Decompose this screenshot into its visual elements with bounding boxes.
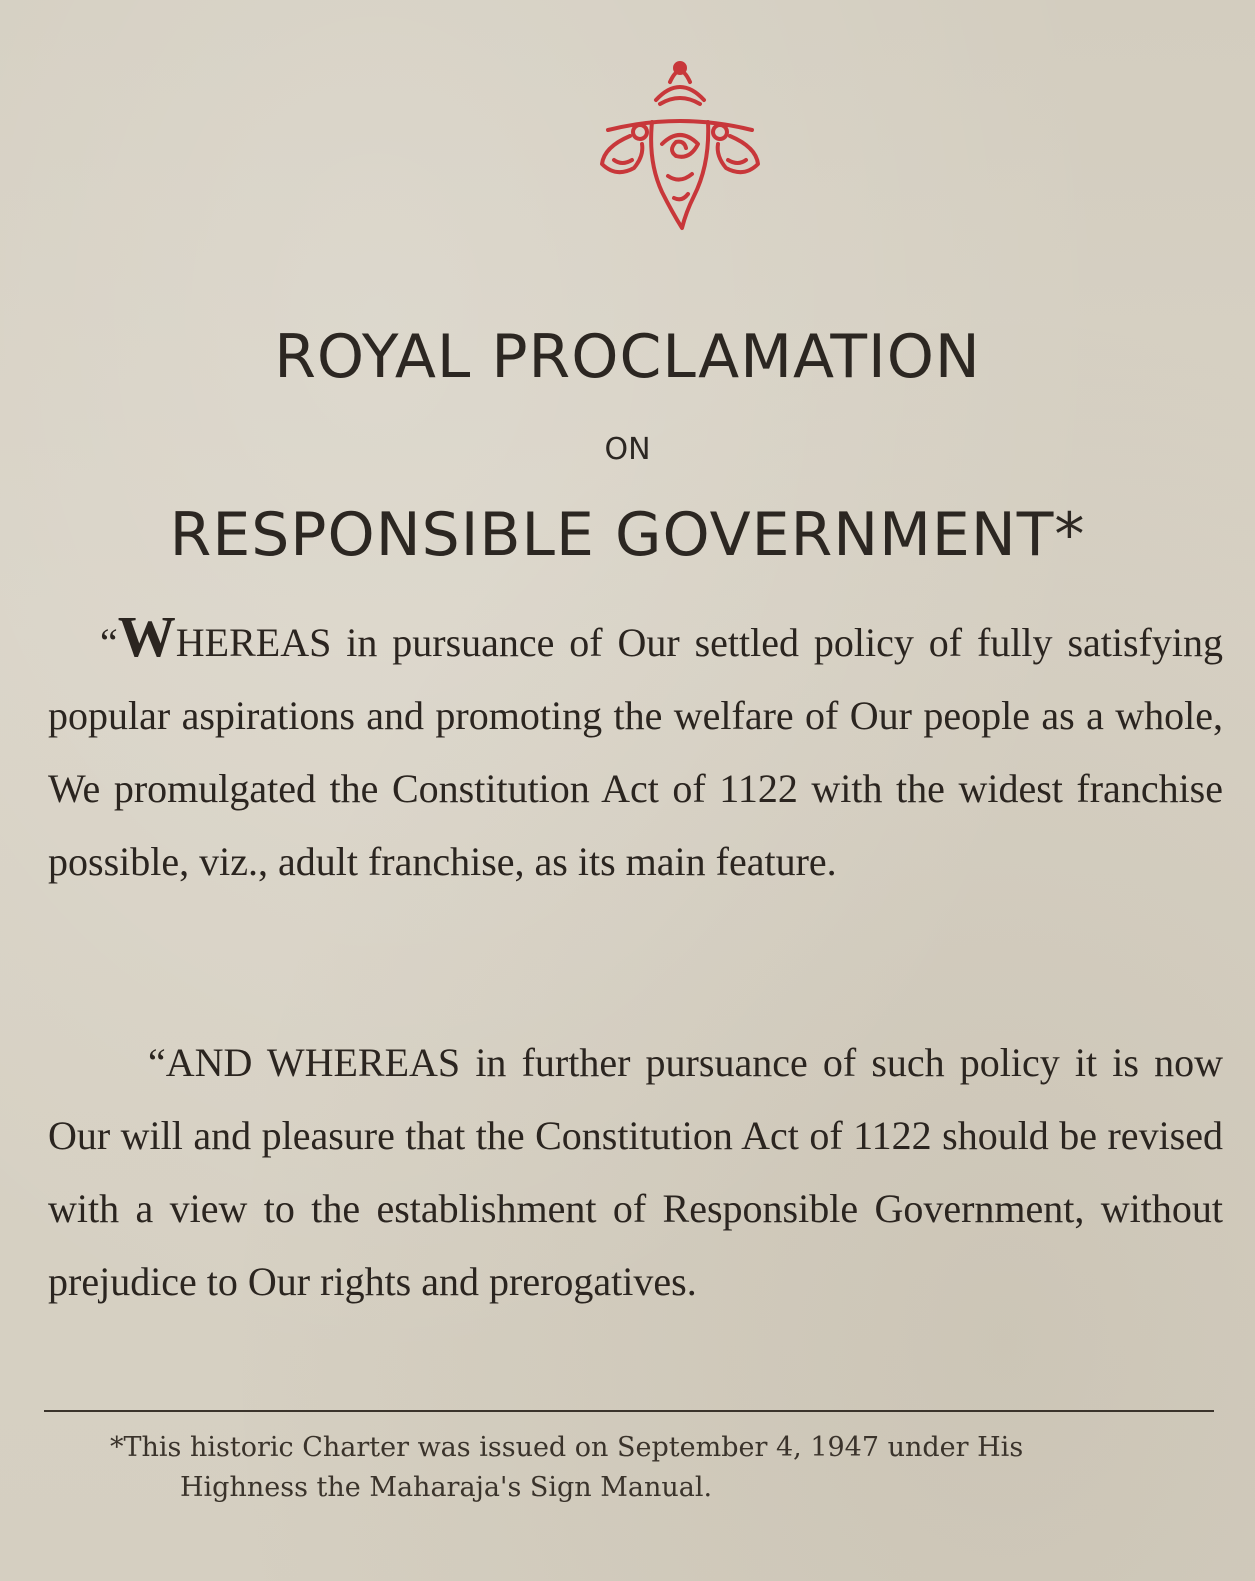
conch-shell-emblem-icon [590, 52, 770, 242]
paragraph-lead-word: “AND WHEREAS [148, 1040, 461, 1085]
title-connector: ON [604, 432, 651, 467]
paragraph-and-whereas [48, 1026, 1223, 1318]
footnote-line-2: Highness the Maharaja's Sign Manual. [180, 1472, 713, 1503]
drop-cap: W [117, 604, 176, 669]
paragraph-body: in further pursuance of such policy it is now Our will and pleasure that the Constitution Act of 1122 should be revised with a view to the establishment of Responsible Government, without prejudice to Our rights and prerogatives. [48, 1040, 1223, 1304]
proclamation-title: ROYAL PROCLAMATION [274, 322, 981, 392]
footnote-divider [44, 1410, 1214, 1412]
footnote-line-1: *This historic Charter was issued on September 4, 1947 under His [110, 1432, 1024, 1463]
proclamation-subtitle: RESPONSIBLE GOVERNMENT* [169, 500, 1086, 570]
footnote [110, 1428, 1220, 1508]
paragraph-lead-word: HEREAS [175, 620, 332, 665]
open-quote: “ [100, 620, 118, 665]
paragraph-body: in pursuance of Our settled policy of fully satisfying popular aspirations and promoting the welfare of Our people as a whole, We promulgated the Constitution Act of 1122 with the widest franchise possible, viz., adult franchise, as its main feature. [48, 620, 1223, 884]
paragraph-whereas [48, 600, 1223, 898]
